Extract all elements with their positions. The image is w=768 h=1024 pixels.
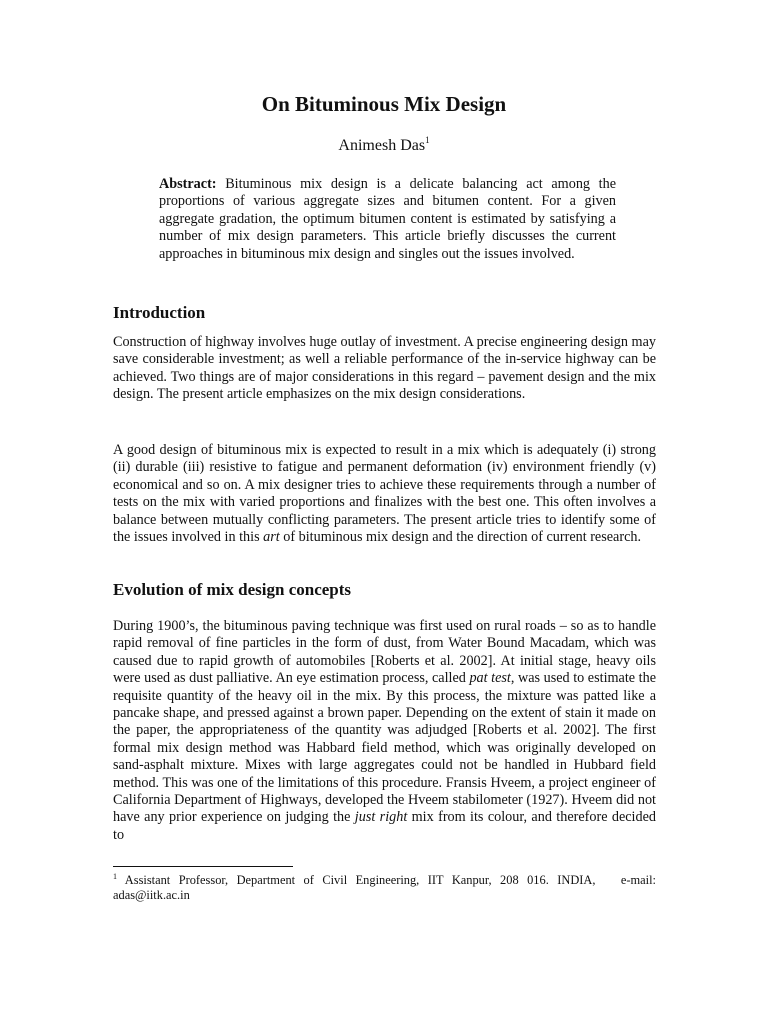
emphasis-just-right: just right bbox=[354, 809, 408, 826]
abstract-label: Abstract: bbox=[159, 176, 217, 192]
text-run: , was used to estimate the requisite quantity of the heavy oil in the mix. By this process, the mixture was patted like a pancake shape, and pressed against a brown paper. Depending on the extent of stain it made on the paper, the appropriateness of the quantity was adjudged [Roberts et al. 2002]. The first formal mix design method was Habbard field method, which was originally developed on sand-asphalt mixture. Mixes with large aggregates could not be handled in Hubbard field method. This was one of the limitations of this procedure. Fransis Hveem, a project engineer of California Department of Highways, developed the Hveem stabilometer (1927). Hveem did not have any prior experience on judging the bbox=[113, 670, 656, 826]
introduction-paragraph-1: Construction of highway involves huge outlay of investment. A precise engineering design may save considerable investment; as well a reliable performance of the in-service highway can be achieved. Two things are of major considerations in this regard – pavement design and the mix design. The present article emphasizes on the mix design considerations. bbox=[113, 334, 656, 403]
footnote-divider bbox=[113, 866, 293, 867]
footnote-text: Assistant Professor, Department of Civil Engineering, IIT Kanpur, 208 016. INDIA, bbox=[124, 873, 596, 887]
text-run: of bituminous mix design and the direction of current research. bbox=[279, 529, 642, 546]
emphasis-pat-test: pat test bbox=[469, 670, 511, 687]
footnote-email: adas@iitk.ac.in bbox=[113, 888, 190, 902]
section-heading-evolution: Evolution of mix design concepts bbox=[113, 580, 352, 599]
evolution-paragraph bbox=[113, 618, 656, 844]
section-heading-introduction: Introduction bbox=[113, 303, 206, 322]
abstract bbox=[159, 176, 616, 263]
author-line bbox=[0, 136, 768, 156]
footnote bbox=[113, 873, 656, 903]
abstract-text: Bituminous mix design is a delicate balancing act among the proportions of various aggregate sizes and bitumen content. For a given aggregate gradation, the optimum bitumen content is estimated by satisfying a number of mix design parameters. This article briefly discusses the current approaches in bituminous mix design and singles out the issues involved. bbox=[159, 176, 616, 262]
paper-title: On Bituminous Mix Design bbox=[261, 92, 507, 116]
text-run: mix from its colour, and therefore decided to bbox=[113, 809, 656, 843]
author-footnote-marker: 1 bbox=[425, 135, 430, 145]
text-run: During 1900’s, the bituminous paving technique was first used on rural roads – so as to handle rapid removal of fine particles in the form of dust, from Water Bound Macadam, which was caused due to rapid growth of automobiles [Roberts et al. 2002]. At initial stage, heavy oils were used as dust palliative. An eye estimation process, called bbox=[113, 618, 656, 687]
footnote-marker: 1 bbox=[113, 872, 117, 881]
footnote-email-label: e-mail: bbox=[620, 873, 656, 887]
text-run: A good design of bituminous mix is expected to result in a mix which is adequately (i) strong (ii) durable (iii) resistive to fatigue and permanent deformation (iv) environment friendly (v) economical and so on. A mix designer tries to achieve these requirements through a number of tests on the mix with varied proportions and finalizes with the best one. This often involves a balance between mutually conflicting parameters. The present article tries to identify some of the issues involved in this bbox=[113, 442, 656, 546]
emphasis-art: art bbox=[263, 529, 280, 546]
introduction-paragraph-2 bbox=[113, 442, 656, 546]
author-name: Animesh Das bbox=[338, 137, 426, 154]
